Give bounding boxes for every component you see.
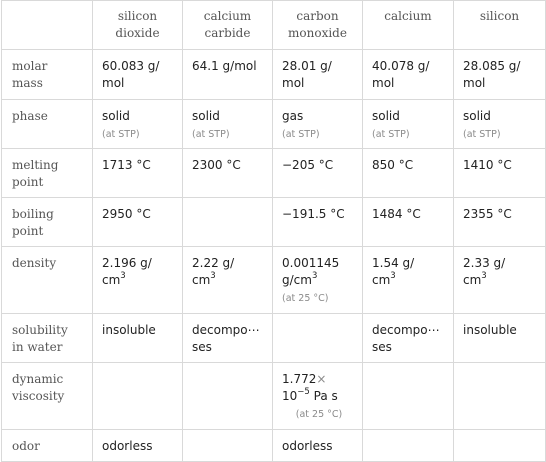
- value-line: 850 °C: [372, 158, 414, 172]
- value-line: decompo⋯: [372, 323, 440, 337]
- cell-solubility-silicon: [454, 314, 546, 363]
- cell-odor-silicon-dioxide: [93, 430, 183, 462]
- value-unit: Pa s: [309, 389, 338, 403]
- cell-molar-mass-silicon: [454, 50, 546, 100]
- label-line: solubility: [12, 323, 68, 337]
- value-line: solid: [372, 109, 400, 123]
- unit-exponent: 3: [390, 271, 396, 281]
- value-line: mol: [282, 76, 305, 90]
- value-line: odorless: [102, 439, 153, 453]
- cell-phase-silicon: [454, 100, 546, 149]
- label-line: viscosity: [12, 389, 65, 403]
- row-phase: [2, 100, 546, 149]
- value-line: 0.001145: [282, 256, 340, 270]
- row-label-solubility: [2, 314, 93, 363]
- header-line: carbide: [204, 26, 251, 40]
- value-line: −205 °C: [282, 158, 334, 172]
- cell-melting-silicon: [454, 149, 546, 198]
- header-line: dioxide: [115, 26, 160, 40]
- header-line: silicon: [117, 9, 158, 23]
- row-molar-mass: [2, 50, 546, 100]
- row-label-phase: [2, 100, 93, 149]
- cell-solubility-calcium: [363, 314, 454, 363]
- unit-exponent: 3: [481, 271, 487, 281]
- header-calcium-carbide: [183, 1, 273, 50]
- header-line: silicon: [479, 9, 520, 23]
- value-line: mol: [102, 76, 125, 90]
- cell-boiling-calcium: [363, 198, 454, 247]
- value-line: 64.1 g/mol: [192, 59, 257, 73]
- header-carbon-monoxide: [273, 1, 363, 50]
- header-silicon-dioxide: [93, 1, 183, 50]
- value-line: 28.01 g/: [282, 59, 332, 73]
- label-line: phase: [12, 109, 48, 123]
- value-line: insoluble: [463, 323, 517, 337]
- label-line: point: [12, 224, 44, 238]
- condition-note: (at STP): [372, 129, 410, 140]
- value-line: 2300 °C: [192, 158, 241, 172]
- header-line: carbon: [296, 9, 339, 23]
- cell-melting-silicon-dioxide: [93, 149, 183, 198]
- value-line: decompo⋯: [192, 323, 260, 337]
- cell-molar-mass-silicon-dioxide: [93, 50, 183, 100]
- properties-table: [1, 0, 546, 462]
- value-line: 2.22 g/: [192, 256, 235, 270]
- cell-melting-calcium-carbide: [183, 149, 273, 198]
- row-label-viscosity: [2, 363, 93, 430]
- unit-exponent: 3: [210, 271, 216, 281]
- row-label-density: [2, 247, 93, 314]
- value-line: solid: [463, 109, 491, 123]
- value-line: ses: [192, 340, 212, 354]
- cell-molar-mass-calcium-carbide: [183, 50, 273, 100]
- header-line: calcium: [203, 9, 252, 23]
- cell-odor-calcium-carbide: [183, 430, 273, 462]
- label-line: point: [12, 175, 44, 189]
- label-line: in water: [12, 340, 63, 354]
- label-line: dynamic: [12, 372, 64, 386]
- row-solubility: [2, 314, 546, 363]
- value-line: 1410 °C: [463, 158, 512, 172]
- cell-boiling-calcium-carbide: [183, 198, 273, 247]
- row-label-melting-point: [2, 149, 93, 198]
- value-line: 1713 °C: [102, 158, 151, 172]
- cell-solubility-silicon-dioxide: [93, 314, 183, 363]
- value-mantissa: 1.772: [282, 372, 317, 386]
- value-line: solid: [192, 109, 220, 123]
- cell-viscosity-calcium: [363, 363, 454, 430]
- cell-boiling-carbon-monoxide: [273, 198, 363, 247]
- value-base: 10: [282, 389, 298, 403]
- cell-boiling-silicon-dioxide: [93, 198, 183, 247]
- value-line: 60.083 g/: [102, 59, 160, 73]
- unit-exponent: 3: [311, 271, 318, 281]
- row-viscosity: [2, 363, 546, 430]
- value-exponent: −5: [297, 387, 310, 397]
- cell-molar-mass-calcium: [363, 50, 454, 100]
- row-label-boiling-point: [2, 198, 93, 247]
- label-line: mass: [12, 76, 43, 90]
- cell-odor-carbon-monoxide: [273, 430, 363, 462]
- value-line: 28.085 g/: [463, 59, 521, 73]
- cell-solubility-carbon-monoxide: [273, 314, 363, 363]
- value-unit: cm: [463, 273, 482, 287]
- row-boiling-point: [2, 198, 546, 247]
- header-calcium: [363, 1, 454, 50]
- value-line: 1484 °C: [372, 207, 421, 221]
- condition-note: (at STP): [282, 129, 320, 140]
- cell-density-silicon-dioxide: [93, 247, 183, 314]
- cell-phase-calcium-carbide: [183, 100, 273, 149]
- value-unit: cm: [192, 273, 211, 287]
- label-line: melting: [12, 158, 59, 172]
- label-line: odor: [12, 439, 40, 453]
- value-line: odorless: [282, 439, 333, 453]
- header-line: calcium: [384, 9, 432, 23]
- cell-density-calcium: [363, 247, 454, 314]
- row-label-molar-mass: [2, 50, 93, 100]
- header-corner-cell: [2, 1, 93, 50]
- cell-melting-calcium: [363, 149, 454, 198]
- value-line: 2.33 g/: [463, 256, 506, 270]
- row-density: [2, 247, 546, 314]
- cell-odor-calcium: [363, 430, 454, 462]
- value-line: 2950 °C: [102, 207, 151, 221]
- condition-note: (at STP): [463, 129, 501, 140]
- row-odor: [2, 430, 546, 462]
- row-label-odor: [2, 430, 93, 462]
- value-unit: cm: [372, 273, 391, 287]
- cell-density-carbon-monoxide: [273, 247, 363, 314]
- value-line: −191.5 °C: [282, 207, 345, 221]
- cell-melting-carbon-monoxide: [273, 149, 363, 198]
- value-line: 2355 °C: [463, 207, 512, 221]
- value-line: gas: [282, 109, 304, 123]
- header-silicon: [454, 1, 546, 50]
- condition-note: (at 25 °C): [282, 293, 329, 304]
- condition-note: (at STP): [102, 129, 140, 140]
- cell-density-silicon: [454, 247, 546, 314]
- unit-exponent: 3: [120, 271, 126, 281]
- value-line: ses: [372, 340, 392, 354]
- value-line: insoluble: [102, 323, 156, 337]
- cell-viscosity-carbon-monoxide: [273, 363, 363, 430]
- cell-viscosity-silicon: [454, 363, 546, 430]
- header-line: monoxide: [288, 26, 347, 40]
- value-line: 1.54 g/: [372, 256, 415, 270]
- label-line: molar: [12, 59, 48, 73]
- cell-odor-silicon: [454, 430, 546, 462]
- cell-phase-carbon-monoxide: [273, 100, 363, 149]
- cell-phase-calcium: [363, 100, 454, 149]
- header-row: [2, 1, 546, 50]
- value-line: mol: [463, 76, 486, 90]
- value-line: solid: [102, 109, 130, 123]
- label-line: boiling: [12, 207, 54, 221]
- value-line: mol: [372, 76, 395, 90]
- cell-molar-mass-carbon-monoxide: [273, 50, 363, 100]
- cell-phase-silicon-dioxide: [93, 100, 183, 149]
- cell-viscosity-silicon-dioxide: [93, 363, 183, 430]
- cell-boiling-silicon: [454, 198, 546, 247]
- value-line: 2.196 g/: [102, 256, 152, 270]
- value-unit: cm: [102, 273, 121, 287]
- label-line: density: [12, 256, 57, 270]
- cell-solubility-calcium-carbide: [183, 314, 273, 363]
- cell-viscosity-calcium-carbide: [183, 363, 273, 430]
- condition-note: (at 25 °C): [295, 409, 343, 420]
- value-line: 40.078 g/: [372, 59, 430, 73]
- value-unit: g/cm: [282, 273, 312, 287]
- condition-note: (at STP): [192, 129, 230, 140]
- times-symbol: ×: [316, 372, 327, 386]
- cell-density-calcium-carbide: [183, 247, 273, 314]
- row-melting-point: [2, 149, 546, 198]
